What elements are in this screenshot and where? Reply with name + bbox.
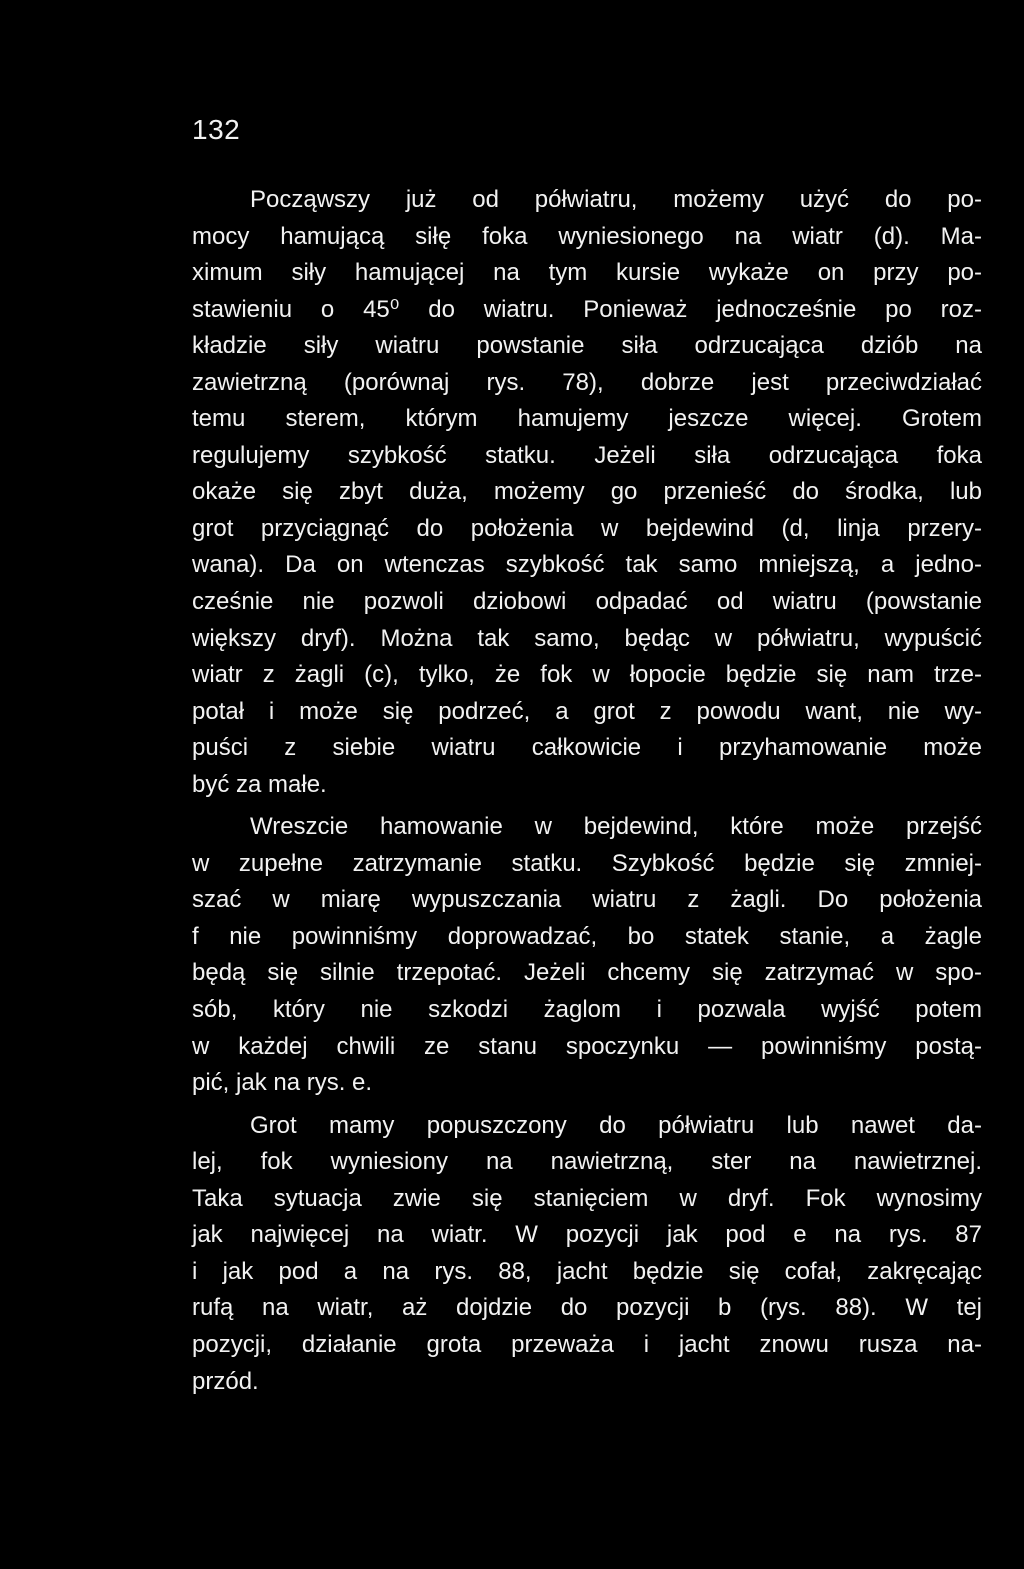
text-line: szać w miarę wypuszczania wiatru z żagli. Do położenia (192, 886, 982, 914)
text-line: temu sterem, którym hamujemy jeszcze więcej. Grotem (192, 405, 982, 433)
text-line: regulujemy szybkość statku. Jeżeli siła odrzucająca foka (192, 441, 982, 469)
text-line: cześnie nie pozwoli dziobowi odpadać od wiatru (powstanie (192, 588, 982, 616)
text-line: potał i może się podrzeć, a grot z powodu want, nie wy- (192, 697, 982, 725)
text-line: wiatr z żagli (c), tylko, że fok w łopocie będzie się nam trze- (192, 661, 982, 689)
text-line: grot przyciągnąć do położenia w bejdewind (d, linja przery- (192, 514, 982, 542)
text-line: zawietrzną (porównaj rys. 78), dobrze jest przeciwdziałać (192, 368, 982, 396)
text-line: pozycji, działanie grota przeważa i jacht znowu rusza na- (192, 1330, 982, 1358)
text-line: Począwszy już od półwiatru, możemy użyć do po- (250, 186, 982, 213)
text-line: wana). Da on wtenczas szybkość tak samo mniejszą, a jedno- (192, 551, 982, 579)
text-line: ximum siły hamującej na tym kursie wykaże on przy po- (192, 259, 982, 287)
text-line: w każdej chwili ze stanu spoczynku — powinniśmy postą- (192, 1032, 982, 1060)
text-line: Grot mamy popuszczony do półwiatru lub nawet da- (250, 1111, 982, 1139)
text-line: jak najwięcej na wiatr. W pozycji jak pod e na rys. 87 (192, 1221, 982, 1249)
text-line: w zupełne zatrzymanie statku. Szybkość będzie się zmniej- (192, 849, 982, 877)
text-line: być za małe. (192, 770, 327, 798)
text-line: Wreszcie hamowanie w bejdewind, które może przejść (250, 813, 982, 841)
body-text (192, 182, 982, 1400)
text-line: rufą na wiatr, aż dojdzie do pozycji b (rys. 88). W tej (192, 1294, 982, 1322)
text-line: puści z siebie wiatru całkowicie i przyhamowanie może (192, 734, 982, 762)
text-line: sób, który nie szkodzi żaglom i pozwala wyjść potem (192, 996, 982, 1024)
text-line: większy dryf). Można tak samo, będąc w półwiatru, wypuścić (192, 624, 982, 652)
text-line: mocy hamującą siłę foka wyniesionego na wiatr (d). Ma- (192, 222, 982, 250)
text-line: i jak pod a na rys. 88, jacht będzie się cofał, zakręcając (192, 1257, 982, 1285)
text-line: Taka sytuacja zwie się stanięciem w dryf. Fok wynosimy (192, 1184, 982, 1212)
text-line: okaże się zbyt duża, możemy go przenieść do środka, lub (192, 478, 982, 506)
text-line: przód. (192, 1367, 259, 1395)
text-line: kładzie siły wiatru powstanie siła odrzucająca dziób na (192, 332, 982, 360)
text-line: pić, jak na rys. e. (192, 1069, 373, 1097)
text-line: f nie powinniśmy doprowadzać, bo statek stanie, a żagle (192, 922, 982, 950)
text-line: stawieniu o 45⁰ do wiatru. Ponieważ jednocześnie po roz- (192, 295, 982, 323)
text-line: będą się silnie trzepotać. Jeżeli chcemy się zatrzymać w spo- (192, 959, 982, 987)
text-line: lej, fok wyniesiony na nawietrzną, ster na nawietrznej. (192, 1148, 982, 1176)
page-number: 132 (192, 114, 241, 145)
